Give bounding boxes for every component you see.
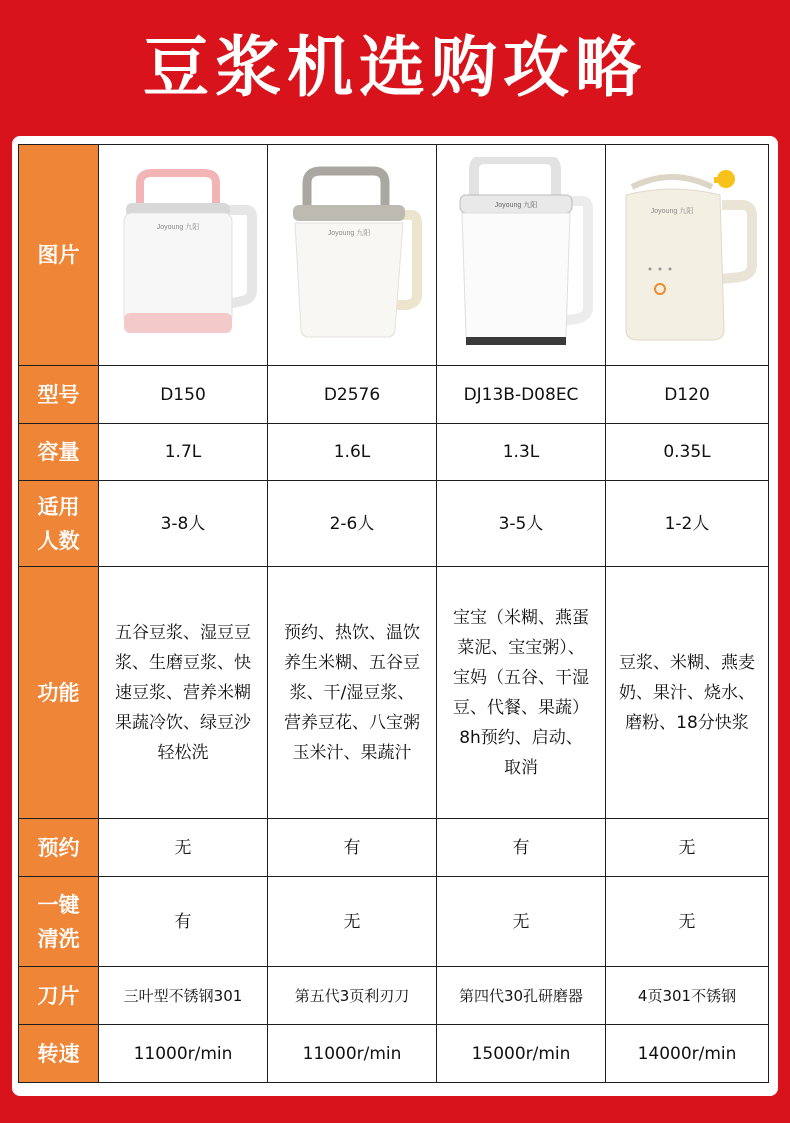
speed-cell: 14000r/min [606,1025,769,1083]
product-image-4 [606,145,769,366]
speed-cell: 11000r/min [99,1025,268,1083]
blade-cell: 三叶型不锈钢301 [99,967,268,1025]
row-label-blade: 刀片 [19,967,99,1025]
capacity-cell: 0.35L [606,424,769,481]
svg-text:Joyoung 九阳: Joyoung 九阳 [650,208,694,215]
blade-cell: 4页301不锈钢 [606,967,769,1025]
functions-cell [99,567,268,819]
functions-cell [437,567,606,819]
table-row-reservation [19,819,769,877]
functions-line: 预约、热饮、温饮 [284,622,420,643]
product-image-2 [268,145,437,366]
reservation-cell: 无 [606,819,769,877]
table-row-image [19,145,769,366]
blade-cell: 第四代30孔研磨器 [437,967,606,1025]
functions-line: 菜泥、宝宝粥）、 [457,637,585,658]
functions-line: 豆浆、米糊、燕麦 [619,652,755,673]
row-label-servings [19,481,99,567]
table-row-one-key-clean [19,877,769,967]
row-label-reservation: 预约 [19,819,99,877]
row-label-servings-line-1: 适用 [37,494,80,519]
reservation-cell: 有 [268,819,437,877]
capacity-cell: 1.3L [437,424,606,481]
model-cell: D150 [99,366,268,424]
one-key-clean-cell: 无 [268,877,437,967]
one-key-clean-cell: 有 [99,877,268,967]
table-row-functions [19,567,769,819]
row-label-capacity: 容量 [19,424,99,481]
functions-line: 浆、生磨豆浆、快 [115,652,251,673]
servings-cell: 3-8人 [99,481,268,567]
one-key-clean-cell: 无 [606,877,769,967]
row-label-one-key-clean-line-2: 清洗 [37,926,80,951]
one-key-clean-cell: 无 [437,877,606,967]
row-label-one-key-clean-line-1: 一键 [37,892,80,917]
functions-line: 轻松洗 [157,742,209,763]
table-row-capacity [19,424,769,481]
functions-cell [268,567,437,819]
functions-line: 宝妈（五谷、干湿 [453,667,589,688]
model-cell: D120 [606,366,769,424]
functions-line: 取消 [504,757,538,778]
table-row-servings [19,481,769,567]
row-label-servings-line-2: 人数 [37,528,80,553]
model-cell: D2576 [268,366,437,424]
servings-cell: 3-5人 [437,481,606,567]
functions-line: 玉米汁、果蔬汁 [292,742,412,763]
row-label-image: 图片 [19,145,99,366]
product-image-1 [99,145,268,366]
row-label-functions: 功能 [19,567,99,819]
functions-line: 果蔬冷饮、绿豆沙 [115,712,251,733]
speed-cell: 15000r/min [437,1025,606,1083]
row-label-speed: 转速 [19,1025,99,1083]
functions-line: 磨粉、18分快浆 [625,712,749,733]
functions-line: 浆、干/湿豆浆、 [289,682,415,703]
functions-line: 五谷豆浆、湿豆豆 [115,622,251,643]
comparison-card [12,136,778,1096]
functions-line: 8h预约、启动、 [459,727,583,748]
product-image-3 [437,145,606,366]
row-label-model: 型号 [19,366,99,424]
table-row-blade [19,967,769,1025]
table-row-speed [19,1025,769,1083]
reservation-cell: 有 [437,819,606,877]
svg-text:Joyoung 九阳: Joyoung 九阳 [494,202,538,209]
page-title: 豆浆机选购攻略 [143,29,647,106]
servings-cell: 2-6人 [268,481,437,567]
capacity-cell: 1.6L [268,424,437,481]
functions-line: 奶、果汁、烧水、 [619,682,755,703]
servings-cell: 1-2人 [606,481,769,567]
svg-text:Joyoung 九阳: Joyoung 九阳 [327,230,371,237]
reservation-cell: 无 [99,819,268,877]
model-cell: DJ13B-D08EC [437,366,606,424]
functions-cell [606,567,769,819]
functions-line: 豆、代餐、果蔬） [453,697,589,718]
blade-cell: 第五代3页利刃刀 [268,967,437,1025]
functions-line: 速豆浆、营养米糊 [115,682,251,703]
svg-text:Joyoung 九阳: Joyoung 九阳 [156,224,200,231]
functions-line: 营养豆花、八宝粥 [284,712,420,733]
speed-cell: 11000r/min [268,1025,437,1083]
comparison-table [18,144,769,1083]
functions-line: 养生米糊、五谷豆 [284,652,420,673]
capacity-cell: 1.7L [99,424,268,481]
table-row-model [19,366,769,424]
functions-line: 宝宝（米糊、燕蛋 [453,607,589,628]
row-label-one-key-clean [19,877,99,967]
